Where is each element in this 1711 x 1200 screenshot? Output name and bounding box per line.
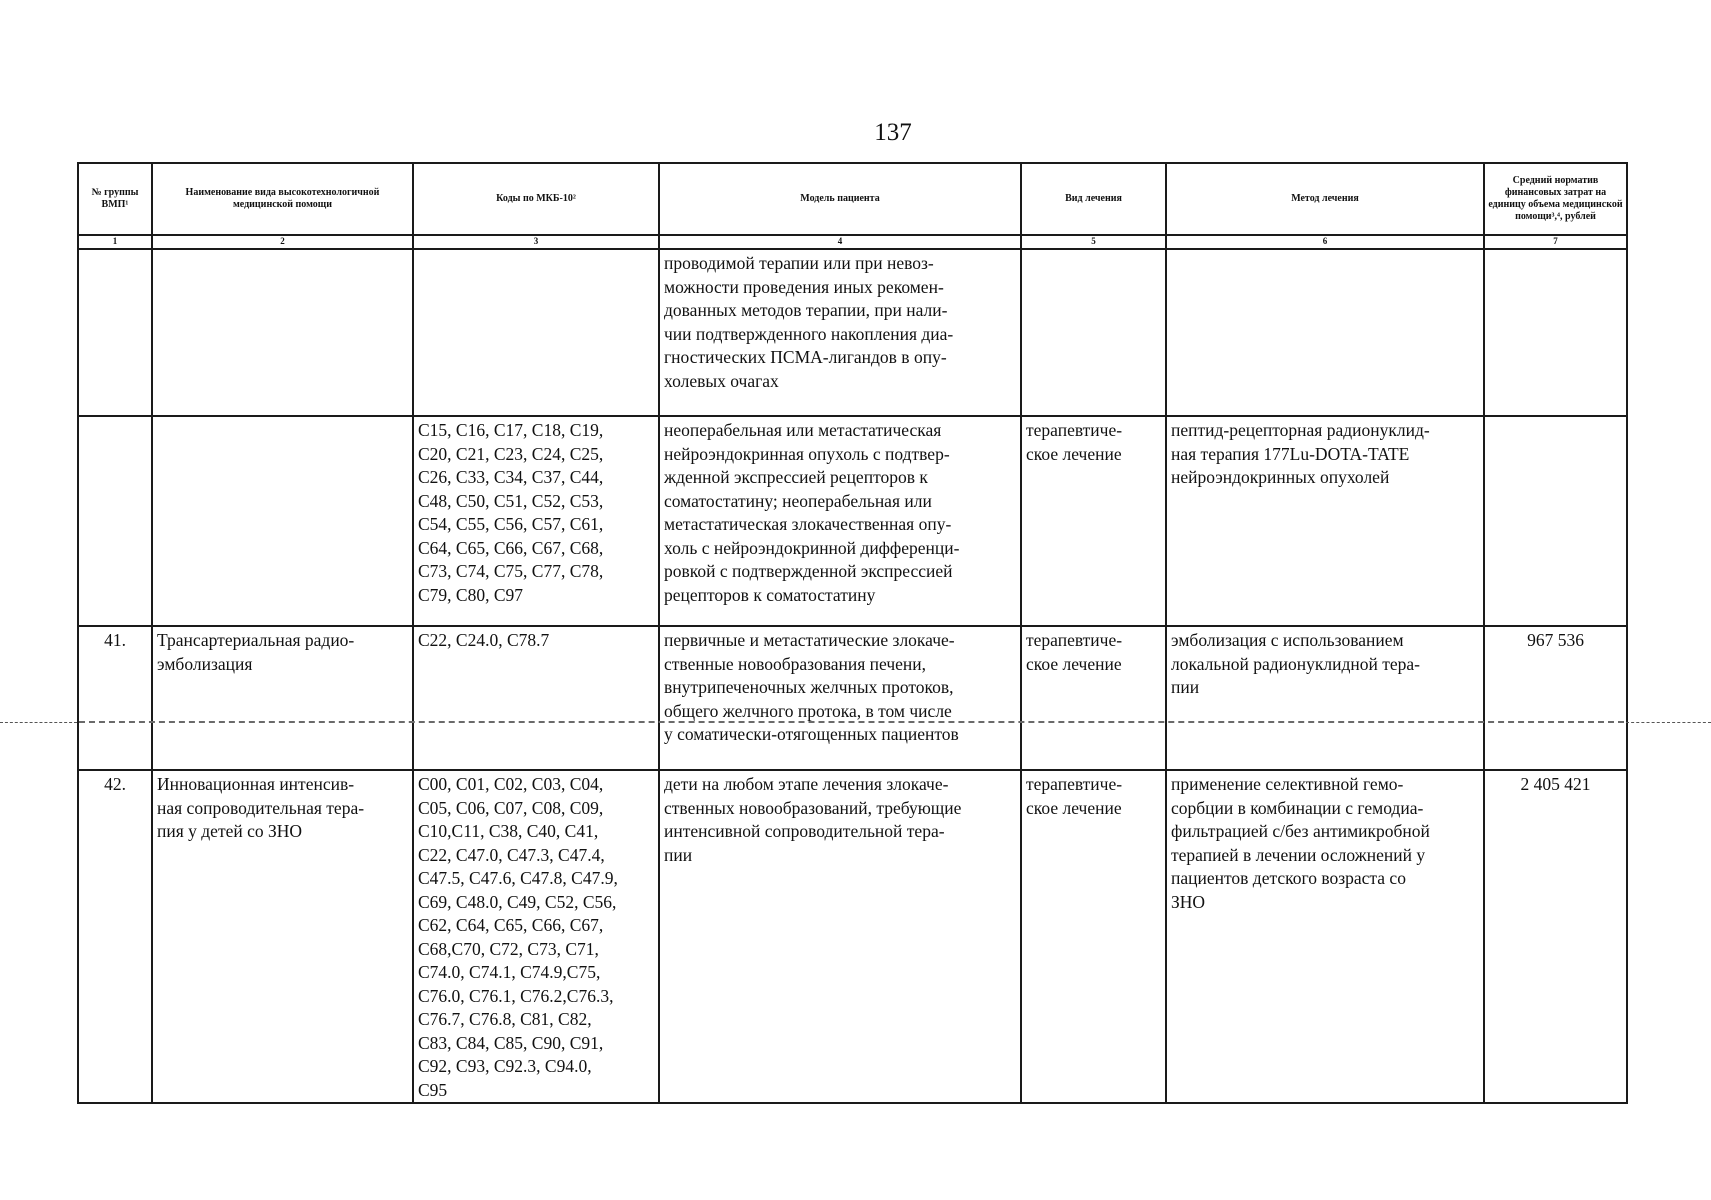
group-number: 42. xyxy=(104,774,126,794)
header-treatment-type: Вид лечения xyxy=(1021,163,1166,235)
average-cost-cell xyxy=(1484,249,1627,416)
icd-codes-cell xyxy=(413,626,659,770)
care-type-name: Инновационная интенсив- ная сопроводительная тера- пия у детей со ЗНО xyxy=(157,774,365,841)
patient-model: дети на любом этапе лечения злокаче- ственных новообразований, требующие интенсивной сопроводительной тера- пии xyxy=(664,774,962,865)
patient-model: неоперабельная или метастатическая нейроэндокринная опухоль с подтвер- жденной экспрессией рецепторов к соматостатину; неоперабельная или метастатическая злокачественная опу- холь с нейроэндокринной дифференци- ровкой с подтвержденной экспрессией рецепторов к соматостатину xyxy=(664,420,960,605)
icd-codes-cell xyxy=(413,416,659,626)
treatment-type: терапевтиче- ское лечение xyxy=(1026,774,1123,818)
treatment-method-cell xyxy=(1166,770,1484,1103)
average-cost-cell xyxy=(1484,770,1627,1103)
patient-model-cell xyxy=(659,770,1021,1103)
column-number: 5 xyxy=(1021,235,1166,249)
patient-model-cell xyxy=(659,626,1021,770)
column-number: 6 xyxy=(1166,235,1484,249)
treatment-method-cell xyxy=(1166,416,1484,626)
group-number-cell xyxy=(78,416,152,626)
group-number-cell xyxy=(78,626,152,770)
average-cost-cell xyxy=(1484,416,1627,626)
page-number: 137 xyxy=(874,119,912,146)
average-cost: 2 405 421 xyxy=(1520,774,1591,794)
icd-codes-cell xyxy=(413,770,659,1103)
table-row xyxy=(78,626,1627,770)
column-number: 3 xyxy=(413,235,659,249)
care-type-cell xyxy=(152,770,413,1103)
care-type-cell xyxy=(152,416,413,626)
icd-codes: C00, C01, C02, C03, C04, C05, C06, C07, C08, C09, C10,C11, C38, C40, C41, C22, C47.0, C47.3, C47.4, C47.5, C47.6, C47.8, C47.9, C69, C48.0, C49, C52, C56, C62, C64, C65, C66, C67, C68,C70, C72, C73, C71, C74.0, C74.1, C74.9,C75, C76.0, C76.1, C76.2,C76.3, C76.7, C76.8, C81, C82, C83, C84, C85, C90, C91, C92, C93, C92.3, C94.0, C95 xyxy=(418,774,618,1100)
patient-model-cell xyxy=(659,416,1021,626)
table-header-row xyxy=(78,163,1627,235)
patient-model: первичные и метастатические злокаче- ственные новообразования печени, внутрипеченочных желчных протоков, общего желчного протока, в том числе у соматически-отягощенных пациентов xyxy=(664,630,959,744)
treatment-type-cell xyxy=(1021,626,1166,770)
average-cost-cell xyxy=(1484,626,1627,770)
page-break-dashed-line xyxy=(1626,722,1711,723)
treatment-method: применение селективной гемо- сорбции в комбинации с гемодиа- фильтрацией с/без антимикробной терапией в лечении осложнений у пациентов детского возраста со ЗНО xyxy=(1171,774,1430,912)
column-number: 2 xyxy=(152,235,413,249)
header-average-cost: Средний норматив финансовых затрат на единицу объема медицинской помощи³,⁴, рублей xyxy=(1484,163,1627,235)
header-patient-model: Модель пациента xyxy=(659,163,1021,235)
icd-codes: C22, C24.0, C78.7 xyxy=(418,630,550,650)
patient-model-cell xyxy=(659,249,1021,416)
icd-codes-cell xyxy=(413,249,659,416)
table-row xyxy=(78,249,1627,416)
care-type-cell xyxy=(152,626,413,770)
treatment-type-cell xyxy=(1021,770,1166,1103)
page-break-dashed-line xyxy=(79,721,1624,723)
column-number-row xyxy=(78,235,1627,249)
column-number: 7 xyxy=(1484,235,1627,249)
page-break-dashed-line xyxy=(0,722,77,723)
treatment-type: терапевтиче- ское лечение xyxy=(1026,420,1123,464)
column-number: 1 xyxy=(78,235,152,249)
treatment-method: пептид-рецепторная радионуклид- ная терапия 177Lu-DOTA-TATE нейроэндокринных опухолей xyxy=(1171,420,1430,487)
care-type-name: Трансартериальная радио- эмболизация xyxy=(157,630,355,674)
header-group-number: № группы ВМП¹ xyxy=(78,163,152,235)
treatment-method-cell xyxy=(1166,626,1484,770)
vmp-table xyxy=(77,162,1628,1104)
header-care-type-name: Наименование вида высокотехнологичной медицинской помощи xyxy=(152,163,413,235)
treatment-type: терапевтиче- ское лечение xyxy=(1026,630,1123,674)
icd-codes: C15, C16, C17, C18, C19, C20, C21, C23, C24, C25, C26, C33, C34, C37, C44, C48, C50, C51, C52, C53, C54, C55, C56, C57, C61, C64, C65, C66, C67, C68, C73, C74, C75, C77, C78, C79, C80, C97 xyxy=(418,420,604,605)
table-row xyxy=(78,770,1627,1103)
treatment-method-cell xyxy=(1166,249,1484,416)
treatment-method: эмболизация с использованием локальной радионуклидной тера- пии xyxy=(1171,630,1420,697)
group-number-cell xyxy=(78,249,152,416)
treatment-type-cell xyxy=(1021,249,1166,416)
treatment-type-cell xyxy=(1021,416,1166,626)
column-number: 4 xyxy=(659,235,1021,249)
patient-model: проводимой терапии или при невоз- можности проведения иных рекомен- дованных методов терапии, при нали- чии подтвержденного накопления диа- гностических ПСМА-лигандов в опу- холевых очагах xyxy=(664,253,954,391)
care-type-cell xyxy=(152,249,413,416)
table-row xyxy=(78,416,1627,626)
average-cost: 967 536 xyxy=(1527,630,1584,650)
header-treatment-method: Метод лечения xyxy=(1166,163,1484,235)
group-number-cell xyxy=(78,770,152,1103)
header-icd-codes: Коды по МКБ-10² xyxy=(413,163,659,235)
group-number: 41. xyxy=(104,630,126,650)
